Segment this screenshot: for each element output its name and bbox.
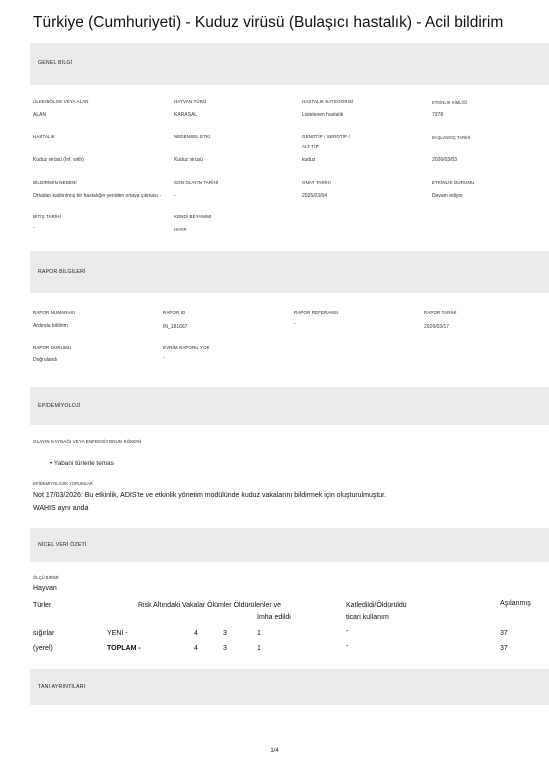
row-deaths: 1 <box>257 630 261 637</box>
evrim-report-label: EVRİM RAPORU YOK <box>163 345 210 350</box>
genotype-label-2: ALT TİP <box>302 144 319 149</box>
row-type: YENİ - <box>107 630 128 637</box>
report-date-label: RAPOR TARİHİ <box>424 310 457 315</box>
last-event-date-value: - <box>174 193 176 199</box>
section-header-diagnosis <box>30 669 549 705</box>
row-vaccinated: 37 <box>500 645 508 652</box>
notification-reason-label: BİLDİRİMİN NEDENİ <box>33 180 77 185</box>
disease-category-label: HASTALIK KATEGORİSİ <box>302 99 354 104</box>
row-deaths: 1 <box>257 645 261 652</box>
comment-line-1: Not 17/03/2026: Bu etkinlik, ADIS'te ve etkinlik yönetim modülünde kuduz vakalarını bildirmek için oluşturulmuştur. <box>33 492 387 499</box>
row-at-risk: 4 <box>194 630 198 637</box>
row-species: sığırlar <box>33 630 55 637</box>
row-killed: - <box>346 643 349 650</box>
event-id-label: ETKİNLİK KİMLİĞİ <box>432 100 468 105</box>
section-title: RAPOR BİLGİLERİ <box>38 269 86 275</box>
section-title: EPİDEMİYOLOJİ <box>38 403 81 409</box>
report-reference-label: RAPOR REFERANSI <box>294 310 339 315</box>
report-number-label: RAPOR NUMARASI <box>33 310 76 315</box>
animal-type-value: KARASAL <box>174 112 198 118</box>
section-title: NİCEL VERİ ÖZETİ <box>38 542 87 548</box>
row-species: (yerel) <box>33 645 53 652</box>
section-title: GENEL BİLGİ <box>38 60 73 66</box>
comments-label: EPİDEMİYOLOJİK YORUMLAR <box>33 481 93 486</box>
report-number-value: Ardında bildirim <box>33 323 68 329</box>
country-label: ÜLKE/BÖLGE VEYA ALAN <box>33 99 89 104</box>
self-declaration-label: KENDİ BEYANIMI <box>174 214 212 219</box>
section-header-report <box>30 251 549 293</box>
disease-label: HASTALIK <box>33 134 56 139</box>
source-label: OLAYIN KAYNAĞI VEYA ENFEKSİYONUN KÖKENİ <box>33 439 142 444</box>
confirm-date-label: ONAY TARİHİ <box>302 180 331 185</box>
country-value: ALAN <box>33 112 47 118</box>
notification-reason-value: Ortadan kaldırılmış bir hastalığın yeniden ortaya çıkması - <box>33 193 162 199</box>
col-header-vaccinated: Aşılanmış <box>500 600 531 607</box>
event-status-label: ETKİNLİK DURUMU <box>432 180 475 185</box>
disease-value: Kuduz virüsü (İnf. with) <box>33 157 84 163</box>
evrim-report-value: - <box>163 355 165 361</box>
animal-type-label: HAYVAN TÜRÜ <box>174 99 207 104</box>
section-header-general <box>30 43 549 85</box>
event-id-value: 7378 <box>432 112 444 118</box>
start-date-label: BAŞLANGIÇ TARİHİ <box>432 135 471 140</box>
unit-value: Hayvan <box>33 585 57 592</box>
source-list-item: • Yabani türlerle temas <box>50 460 114 467</box>
section-header-epidemiology <box>30 387 549 425</box>
col-header-killed: Katledildi/Öldürüldü <box>346 602 407 609</box>
page-number: 1/4 <box>270 748 279 754</box>
end-date-value: - <box>33 225 35 231</box>
confirm-date-value: 2026/03/04 <box>302 193 328 199</box>
causal-agent-label: NEDENSEL ETKİ <box>174 134 211 139</box>
self-declaration-value: HAYIR <box>174 227 187 232</box>
causal-agent-value: Kuduz virüsü <box>174 157 203 163</box>
comment-line-2: WAHIS aynı anda <box>33 505 89 512</box>
row-cases: 3 <box>223 645 227 652</box>
end-date-label: BİTİŞ TARİHİ <box>33 214 61 219</box>
col-header-killed-2: ticari kullanım <box>346 614 389 621</box>
start-date-value: 2026/03/03 <box>432 157 458 163</box>
section-header-quantitative <box>30 528 549 562</box>
report-date-value: 2026/03/17 <box>424 324 450 330</box>
report-reference-value: - <box>294 321 296 327</box>
unit-label: ÖLÇÜ BİRİMİ <box>33 575 59 580</box>
col-header-species: Türler <box>33 602 52 609</box>
row-cases: 3 <box>223 630 227 637</box>
report-id-value: IN_181667 <box>163 324 188 330</box>
col-header-main-2: İmha edildi <box>257 614 291 621</box>
section-title: TANI AYRINTILARI <box>38 684 86 690</box>
col-header-main: Risk Altındaki Vakalar Ölümler Öldürülenler ve <box>138 602 282 609</box>
row-vaccinated: 37 <box>500 630 508 637</box>
row-type: TOPLAM - <box>107 645 141 652</box>
genotype-value: kuduz <box>302 157 316 163</box>
last-event-date-label: SON OLAYIN TARİHİ <box>174 180 219 185</box>
page-title: Türkiye (Cumhuriyeti) - Kuduz virüsü (Bulaşıcı hastalık) - Acil bildirim <box>33 14 504 31</box>
report-status-value: Doğrulandı <box>33 357 58 363</box>
genotype-label: GENOTİP / SEROTİP / <box>302 134 350 139</box>
row-killed: - <box>346 628 349 635</box>
source-item-text: Yabani türlerle temas <box>53 460 114 467</box>
report-status-label: RAPOR DURUMU <box>33 345 72 350</box>
event-status-value: Devam ediyor <box>432 193 463 199</box>
disease-category-value: Listelenen hastalık <box>302 112 344 118</box>
report-id-label: RAPOR ID <box>163 310 186 315</box>
row-at-risk: 4 <box>194 645 198 652</box>
